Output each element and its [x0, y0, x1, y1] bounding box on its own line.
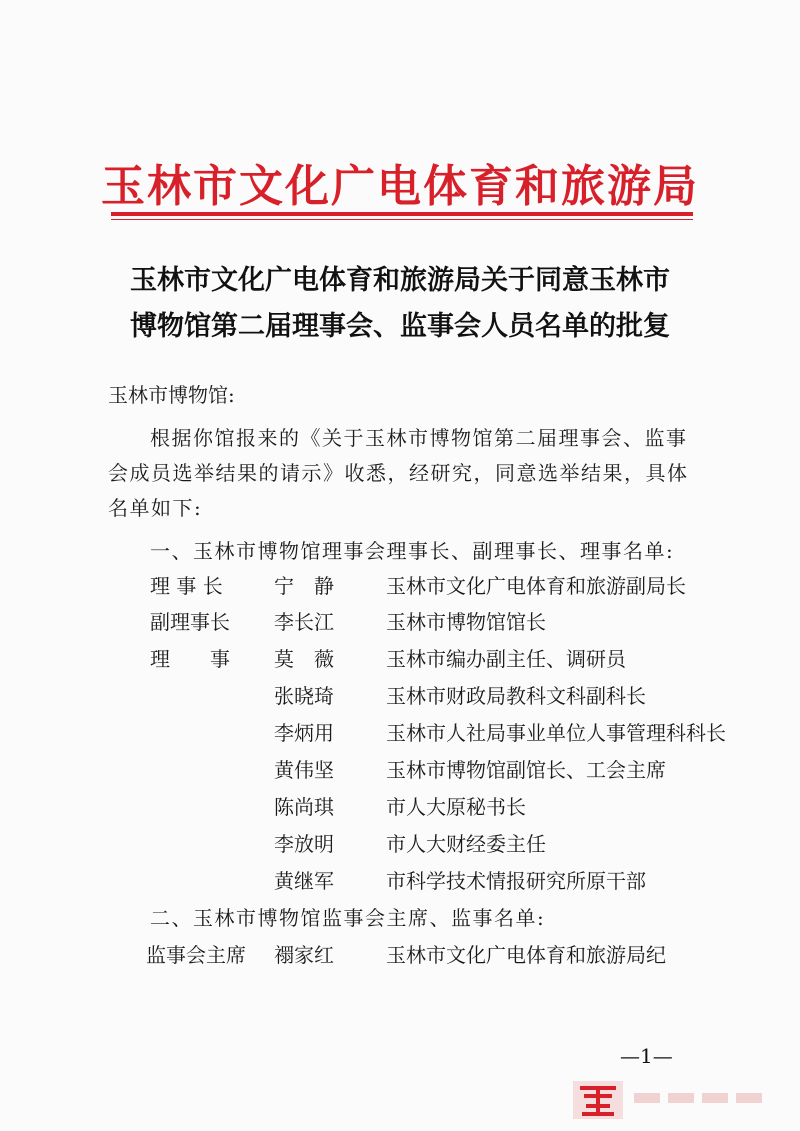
member-name: 黄继军 [274, 869, 334, 893]
member-role: 理 事 长 [150, 574, 223, 598]
section-heading-supervisors: 二、玉林市博物馆监事会主席、监事名单: [150, 906, 546, 930]
member-role: 副理事长 [150, 610, 230, 634]
member-role: 理 事 [150, 647, 230, 671]
logo-icon [572, 1080, 624, 1120]
member-position: 市科学技术情报研究所原干部 [386, 869, 646, 893]
member-name: 李长江 [274, 610, 334, 634]
member-position: 玉林市财政局教科文科副科长 [386, 684, 646, 708]
member-position: 市人大原秘书长 [386, 795, 526, 819]
paragraph-line: 会成员选举结果的请示》收悉，经研究，同意选举结果，具体 [108, 461, 689, 485]
member-name: 李炳用 [274, 721, 334, 745]
member-position: 玉林市博物馆副馆长、工会主席 [386, 758, 666, 782]
document-title-line-2: 博物馆第二届理事会、监事会人员名单的批复 [130, 311, 670, 342]
document-title-line-1: 玉林市文化广电体育和旅游局关于同意玉林市 [130, 265, 670, 296]
paragraph-line: 名单如下: [108, 496, 203, 520]
salutation: 玉林市博物馆: [108, 383, 235, 407]
section-heading-council: 一、玉林市博物馆理事会理事长、副理事长、理事名单: [150, 539, 675, 563]
page-number: —1— [620, 1044, 673, 1068]
member-name: 禤家红 [274, 943, 334, 967]
member-name: 张晓琦 [274, 684, 334, 708]
member-position: 玉林市文化广电体育和旅游副局长 [386, 574, 686, 598]
header-rule-thick [111, 212, 693, 216]
watermark-icon [634, 1090, 764, 1106]
org-header: 玉林市文化广电体育和旅游局 [101, 161, 699, 212]
member-name: 宁 静 [274, 574, 334, 598]
paragraph-line: 根据你馆报来的《关于玉林市博物馆第二届理事会、监事 [150, 426, 688, 450]
header-rule-thin [111, 219, 693, 220]
watermark-text [634, 1090, 764, 1110]
member-name: 黄伟坚 [274, 758, 334, 782]
member-role: 监事会主席 [146, 943, 246, 967]
member-position: 玉林市人社局事业单位人事管理科科长 [386, 721, 726, 745]
member-position: 玉林市文化广电体育和旅游局纪 [386, 943, 666, 967]
member-name: 李放明 [274, 832, 334, 856]
member-name: 莫 薇 [274, 647, 334, 671]
member-position: 玉林市编办副主任、调研员 [386, 647, 626, 671]
member-position: 玉林市博物馆馆长 [386, 610, 546, 634]
member-position: 市人大财经委主任 [386, 832, 546, 856]
member-name: 陈尚琪 [274, 795, 334, 819]
